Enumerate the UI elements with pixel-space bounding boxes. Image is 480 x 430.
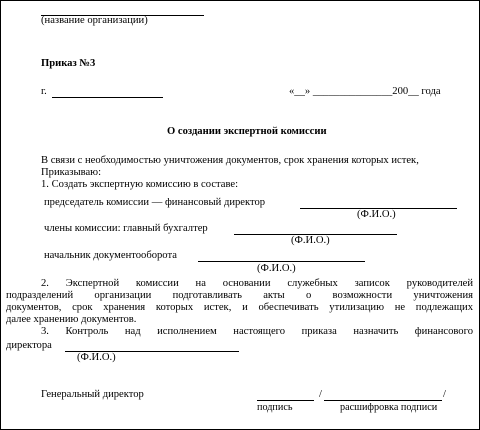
item-1: 1. Создать экспертную комиссию в составе: (41, 179, 239, 190)
item-2-line-1: 2. Экспертной комиссии на основании служебных записок руководителей (41, 278, 473, 289)
intro-text: В связи с необходимостью уничтожения документов, срок хранения которых истек, (41, 155, 419, 166)
item-2-line-4: далее хранению документов. (6, 314, 137, 325)
item-2-line-2: подразделений организации подготавливать акты о возможности уничтожения (6, 290, 473, 301)
org-name-label: (название организации) (41, 15, 148, 26)
order-subject: О создании экспертной комиссии (167, 126, 327, 137)
director-position: Генеральный директор (41, 389, 144, 400)
item-2-line-3: документов, срок хранения которых истек, и обеспечивать утилизацию не подлежащих (6, 302, 473, 313)
order-date: «__» _______________200__ года (289, 86, 441, 97)
slash-right: / (443, 389, 446, 400)
item-3-line-1: 3. Контроль над исполнением настоящего приказа назначить финансового (41, 326, 473, 337)
decode-label: расшифровка подписи (340, 402, 438, 413)
signature-label: подпись (257, 402, 293, 413)
slash-left: / (319, 389, 322, 400)
order-title: Приказ №3 (41, 58, 96, 69)
archive-head-line: начальник документооборота (44, 250, 177, 261)
city-line (52, 97, 163, 98)
chairman-line: председатель комиссии — финансовый директор (44, 197, 266, 208)
signature-line (257, 400, 314, 401)
fio-chairman: (Ф.И.О.) (357, 209, 396, 220)
fio-controller: (Ф.И.О.) (77, 352, 116, 363)
members-line: члены комиссии: главный бухгалтер (44, 223, 208, 234)
order-word: Приказываю: (41, 167, 102, 178)
city-prefix: г. (41, 86, 47, 97)
item-3-line-2: директора (6, 340, 52, 351)
fio-archive-head: (Ф.И.О.) (257, 263, 296, 274)
fio-members: (Ф.И.О.) (291, 235, 330, 246)
archive-head-blank (198, 261, 365, 262)
decode-line (324, 400, 442, 401)
